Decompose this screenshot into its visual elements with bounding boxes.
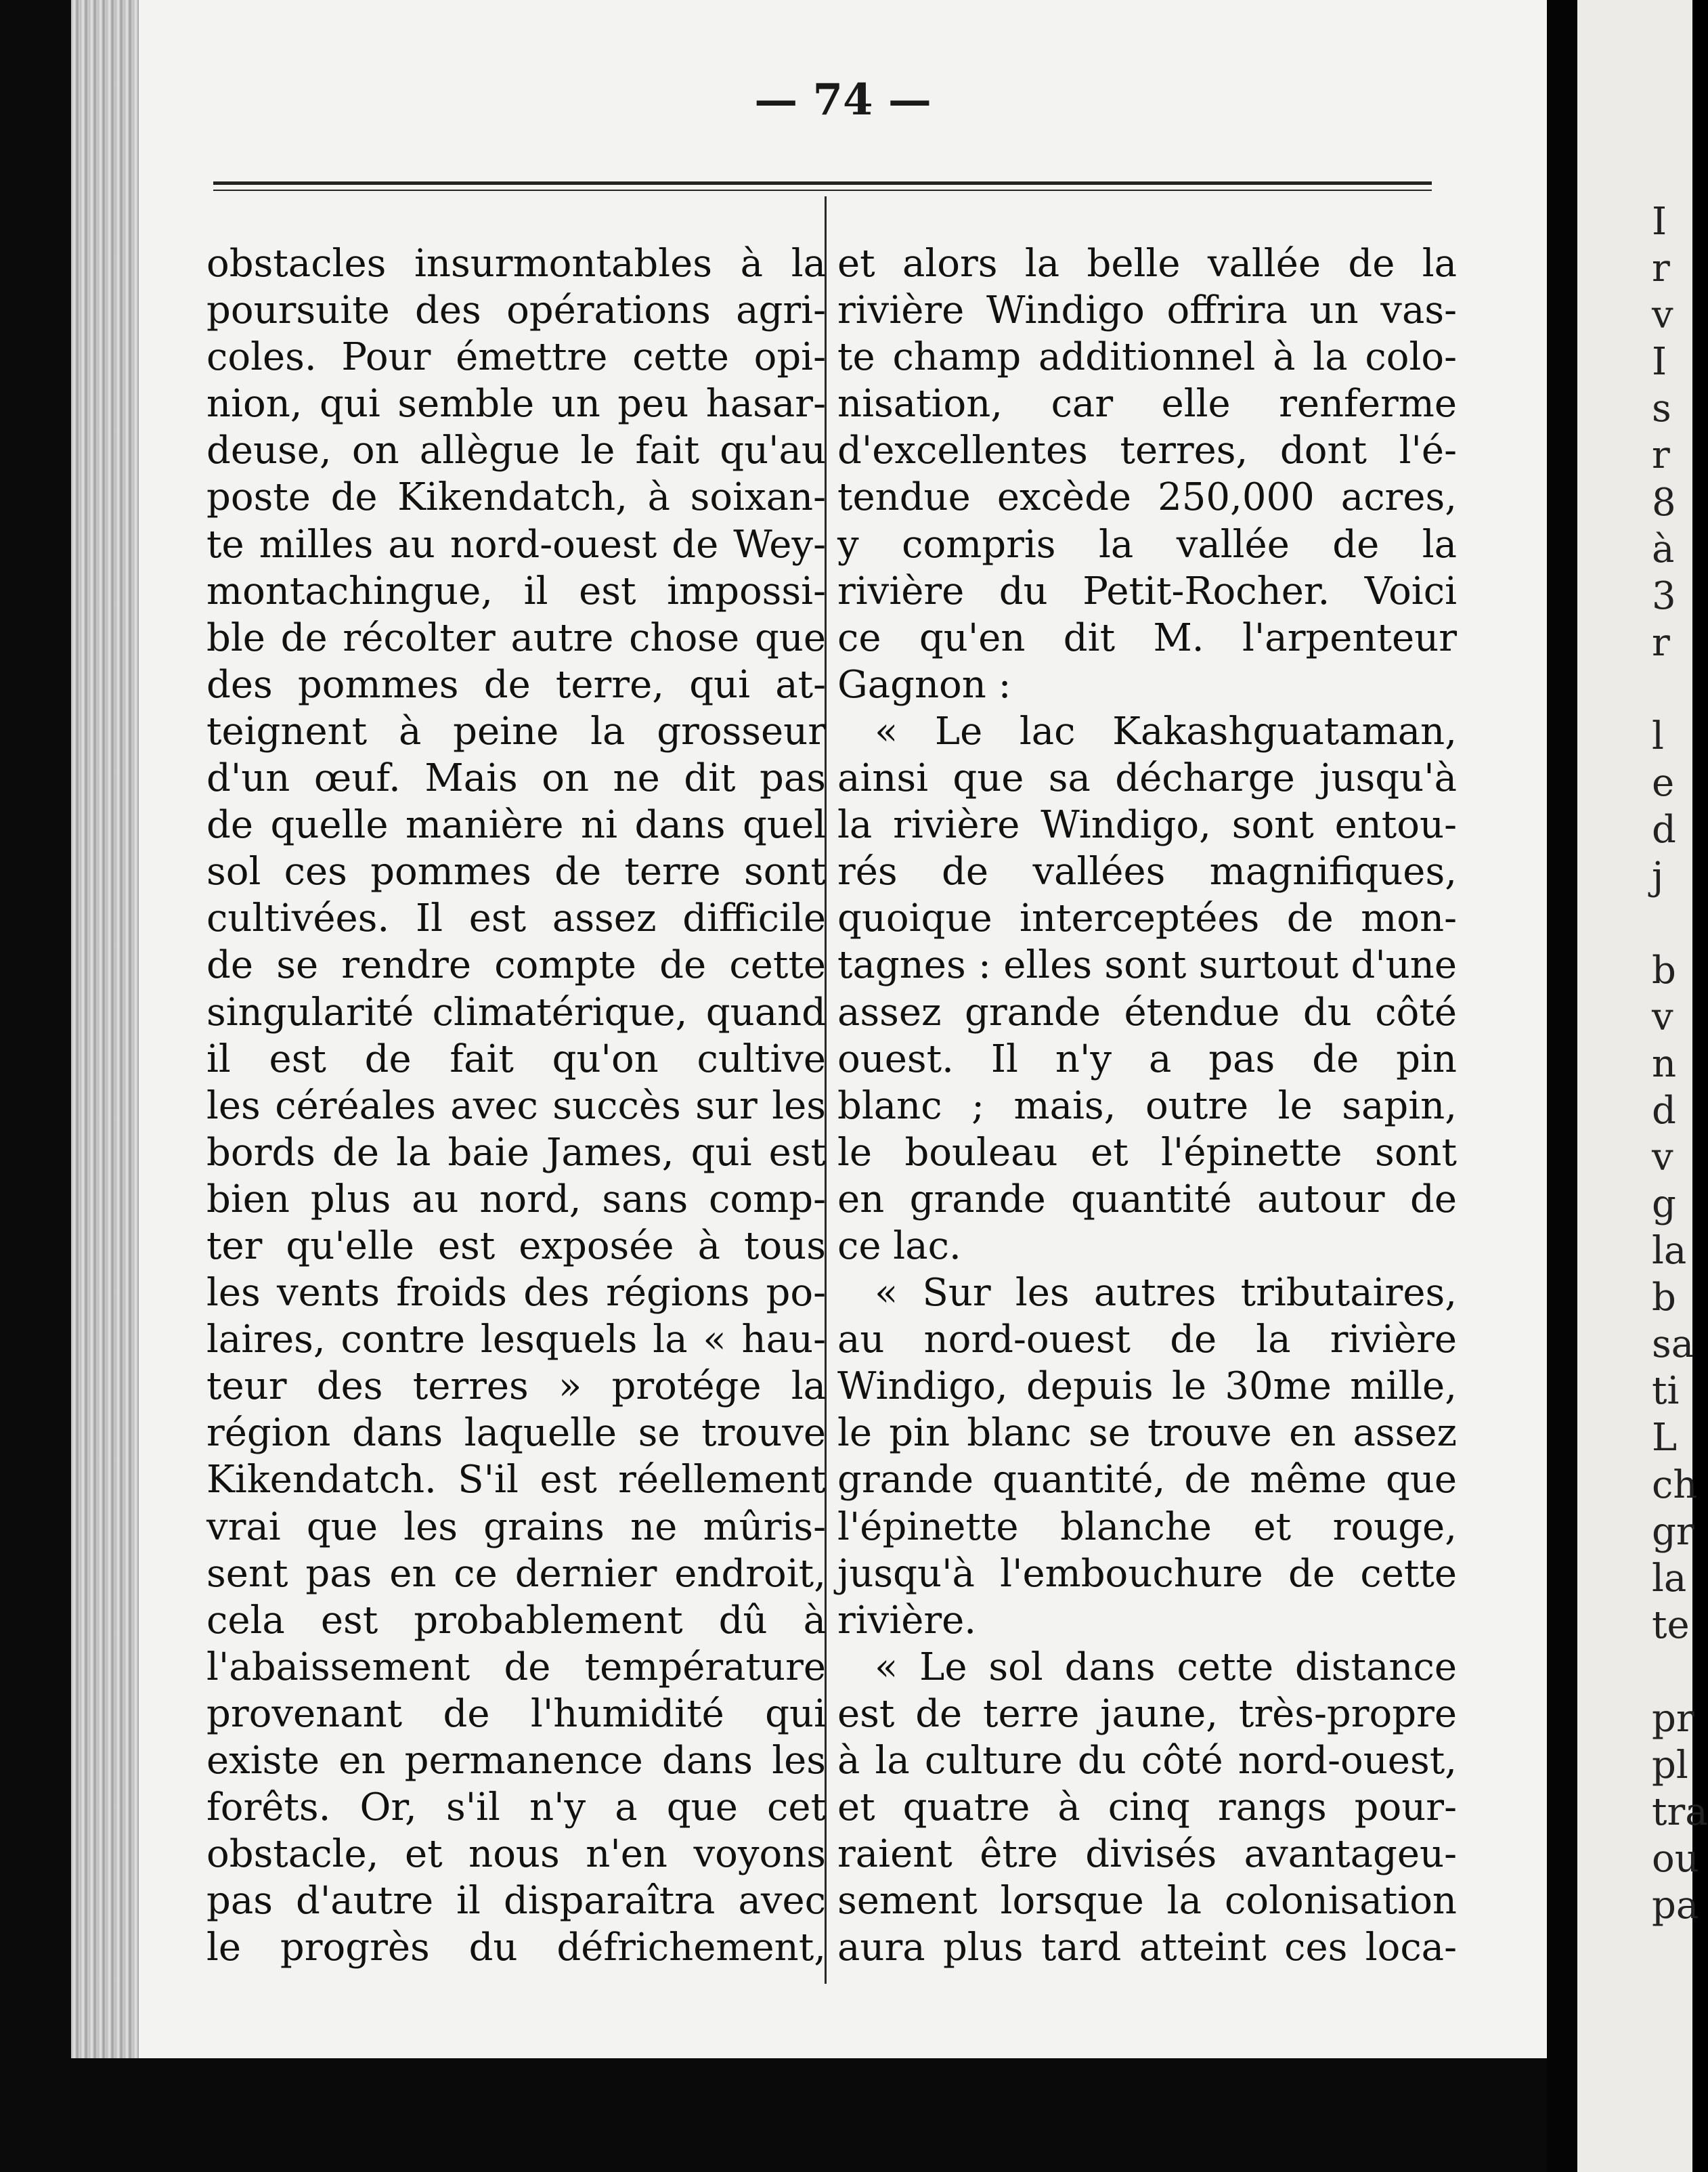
text-line: forêts. Or, s'il n'y a que cet: [206, 1785, 826, 1830]
text-line: et alors la belle vallée de la: [837, 242, 1457, 286]
facing-page-fragment: te: [1652, 1603, 1690, 1647]
book-gutter: [1547, 0, 1577, 2172]
text-line: ble de récolter autre chose que: [206, 615, 826, 660]
text-line: te champ additionnel à la colo-: [837, 335, 1457, 380]
page-number: — 74 —: [754, 74, 932, 125]
facing-page-fragment: [1652, 668, 1708, 714]
text-line: existe en permanence dans les: [206, 1739, 826, 1783]
facing-page-fragment: d: [1652, 1088, 1676, 1133]
facing-page-fragment: r: [1652, 620, 1670, 665]
text-line: poursuite des opérations agri-: [206, 288, 826, 333]
text-line: ainsi que sa décharge jusqu'à: [837, 756, 1457, 801]
facing-page-text: [1652, 200, 1708, 1930]
text-line: et quatre à cinq rangs pour-: [837, 1785, 1457, 1830]
text-line: le pin blanc se trouve en assez: [837, 1411, 1457, 1456]
facing-page-fragment: r: [1652, 246, 1670, 291]
text-line: Gagnon :: [837, 662, 1011, 707]
text-line: au nord-ouest de la rivière: [837, 1318, 1457, 1362]
text-line: « Le sol dans cette distance: [875, 1645, 1457, 1689]
text-line: est de terre jaune, très-propre: [837, 1691, 1457, 1736]
text-line: blanc ; mais, outre le sapin,: [837, 1083, 1457, 1128]
facing-page-fragment: pr: [1652, 1697, 1694, 1741]
facing-page-fragment: à: [1652, 527, 1675, 571]
text-line: jusqu'à l'embouchure de cette: [837, 1551, 1457, 1596]
text-line: raient être divisés avantageu-: [837, 1832, 1457, 1877]
text-line: tendue excède 250,000 acres,: [837, 475, 1457, 520]
text-line: nion, qui semble un peu hasar-: [206, 382, 826, 427]
text-line: il est de fait qu'on cultive: [206, 1037, 826, 1081]
text-line: grande quantité, de même que: [837, 1458, 1457, 1502]
text-line: région dans laquelle se trouve: [206, 1411, 826, 1456]
text-line: coles. Pour émettre cette opi-: [206, 335, 826, 380]
book-page-edges: [71, 0, 139, 2065]
text-line: « Le lac Kakashguataman,: [875, 709, 1457, 754]
facing-page-fragment: v: [1652, 995, 1673, 1039]
facing-page-fragment: n: [1652, 1041, 1677, 1086]
text-line: à la culture du côté nord-ouest,: [837, 1739, 1457, 1783]
facing-page-fragment: g: [1652, 1181, 1676, 1226]
text-line: nisation, car elle renferme: [837, 382, 1457, 427]
text-line: rivière.: [837, 1598, 977, 1643]
text-line: sement lorsque la colonisation: [837, 1879, 1457, 1924]
facing-page-fragment: v: [1652, 1135, 1673, 1179]
text-line: l'abaissement de température: [206, 1645, 826, 1689]
facing-page-fragment: I: [1652, 200, 1667, 244]
text-line: bien plus au nord, sans comp-: [206, 1177, 826, 1221]
text-line: laires, contre lesquels la « hau-: [206, 1318, 826, 1362]
facing-page-fragment: pl: [1652, 1743, 1688, 1788]
text-line: de quelle manière ni dans quel: [206, 803, 826, 848]
right-column: [837, 240, 1457, 1971]
facing-page-fragment: 8: [1652, 480, 1676, 525]
text-line: ter qu'elle est exposée à tous: [206, 1223, 826, 1268]
text-line: rés de vallées magnifiques,: [837, 850, 1457, 894]
text-line: d'un œuf. Mais on ne dit pas: [206, 756, 826, 801]
left-column: [206, 240, 826, 1971]
facing-page-fragment: b: [1652, 948, 1676, 993]
text-line: singularité climatérique, quand: [206, 990, 826, 1035]
facing-page-fragment: [1652, 901, 1708, 948]
text-line: bords de la baie James, qui est: [206, 1130, 826, 1175]
facing-page-fragment: pa: [1652, 1884, 1699, 1928]
facing-page-fragment: e: [1652, 761, 1675, 806]
text-line: « Sur les autres tributaires,: [875, 1271, 1457, 1316]
text-line: montachingue, il est impossi-: [206, 569, 826, 613]
text-line: aura plus tard atteint ces loca-: [837, 1926, 1457, 1970]
text-line: ce qu'en dit M. l'arpenteur: [837, 615, 1457, 660]
text-line: obstacles insurmontables à la: [206, 242, 826, 286]
text-line: le bouleau et l'épinette sont: [837, 1130, 1457, 1175]
text-line: les céréales avec succès sur les: [206, 1083, 826, 1128]
text-line: te milles au nord-ouest de Wey-: [206, 522, 826, 567]
facing-page-fragment: gr: [1652, 1509, 1694, 1554]
text-line: deuse, on allègue le fait qu'au: [206, 429, 826, 473]
text-line: quoique interceptées de mon-: [837, 896, 1457, 941]
text-line: poste de Kikendatch, à soixan-: [206, 475, 826, 520]
scan-bottom-margin: [71, 2058, 1547, 2172]
text-line: sent pas en ce dernier endroit,: [206, 1551, 826, 1596]
text-line: pas d'autre il disparaîtra avec: [206, 1879, 826, 1924]
text-line: les vents froids des régions po-: [206, 1271, 826, 1316]
text-line: ce lac.: [837, 1223, 961, 1268]
text-line: le progrès du défrichement,: [206, 1926, 826, 1970]
text-line: tagnes : elles sont surtout d'une: [837, 943, 1457, 988]
facing-page-fragment: la: [1652, 1229, 1687, 1274]
scan-left-margin: [0, 0, 71, 2172]
text-line: teur des terres » protége la: [206, 1364, 826, 1409]
text-line: rivière du Petit-Rocher. Voici: [837, 569, 1457, 613]
text-line: Kikendatch. S'il est réellement: [206, 1458, 826, 1502]
text-line: provenant de l'humidité qui: [206, 1691, 826, 1736]
facing-page-fragment: tra: [1652, 1790, 1708, 1835]
text-line: en grande quantité autour de: [837, 1177, 1457, 1221]
facing-page-edge: [1577, 0, 1708, 2172]
text-line: teignent à peine la grosseur: [206, 709, 826, 754]
text-line: sol ces pommes de terre sont: [206, 850, 826, 894]
facing-page-fragment: L: [1652, 1416, 1678, 1460]
header-rule-thin: [213, 190, 1432, 191]
text-line: ouest. Il n'y a pas de pin: [837, 1037, 1457, 1081]
text-line: cultivées. Il est assez difficile: [206, 896, 826, 941]
facing-page-fragment: ch: [1652, 1462, 1698, 1507]
text-line: rivière Windigo offrira un vas-: [837, 288, 1457, 333]
facing-page-fragment: l: [1652, 714, 1664, 759]
facing-page-fragment: j: [1652, 854, 1664, 899]
text-line: vrai que les grains ne mûris-: [206, 1504, 826, 1549]
text-line: de se rendre compte de cette: [206, 943, 826, 988]
facing-page-fragment: v: [1652, 293, 1673, 338]
text-line: la rivière Windigo, sont entou-: [837, 803, 1457, 848]
facing-page-fragment: ou: [1652, 1837, 1699, 1882]
text-line: d'excellentes terres, dont l'é-: [837, 429, 1457, 473]
facing-page-fragment: d: [1652, 808, 1676, 852]
text-line: l'épinette blanche et rouge,: [837, 1504, 1457, 1549]
text-line: Windigo, depuis le 30me mille,: [837, 1364, 1457, 1409]
facing-page-fragment: la: [1652, 1556, 1687, 1601]
facing-page-fragment: r: [1652, 433, 1670, 478]
facing-page-fragment: 3: [1652, 573, 1676, 618]
facing-page-fragment: sa: [1652, 1322, 1694, 1367]
facing-page-fragment: [1652, 1650, 1708, 1697]
header-rule: [213, 181, 1432, 185]
text-line: cela est probablement dû à: [206, 1598, 826, 1643]
text-line: des pommes de terre, qui at-: [206, 662, 826, 707]
text-line: obstacle, et nous n'en voyons: [206, 1832, 826, 1877]
facing-page-fragment: s: [1652, 387, 1671, 431]
text-line: y compris la vallée de la: [837, 522, 1457, 567]
facing-page-fragment: ti: [1652, 1369, 1680, 1414]
facing-page-fragment: I: [1652, 340, 1667, 385]
facing-page-fragment: b: [1652, 1276, 1676, 1320]
book-page: [139, 0, 1547, 2058]
text-line: assez grande étendue du côté: [837, 990, 1457, 1035]
